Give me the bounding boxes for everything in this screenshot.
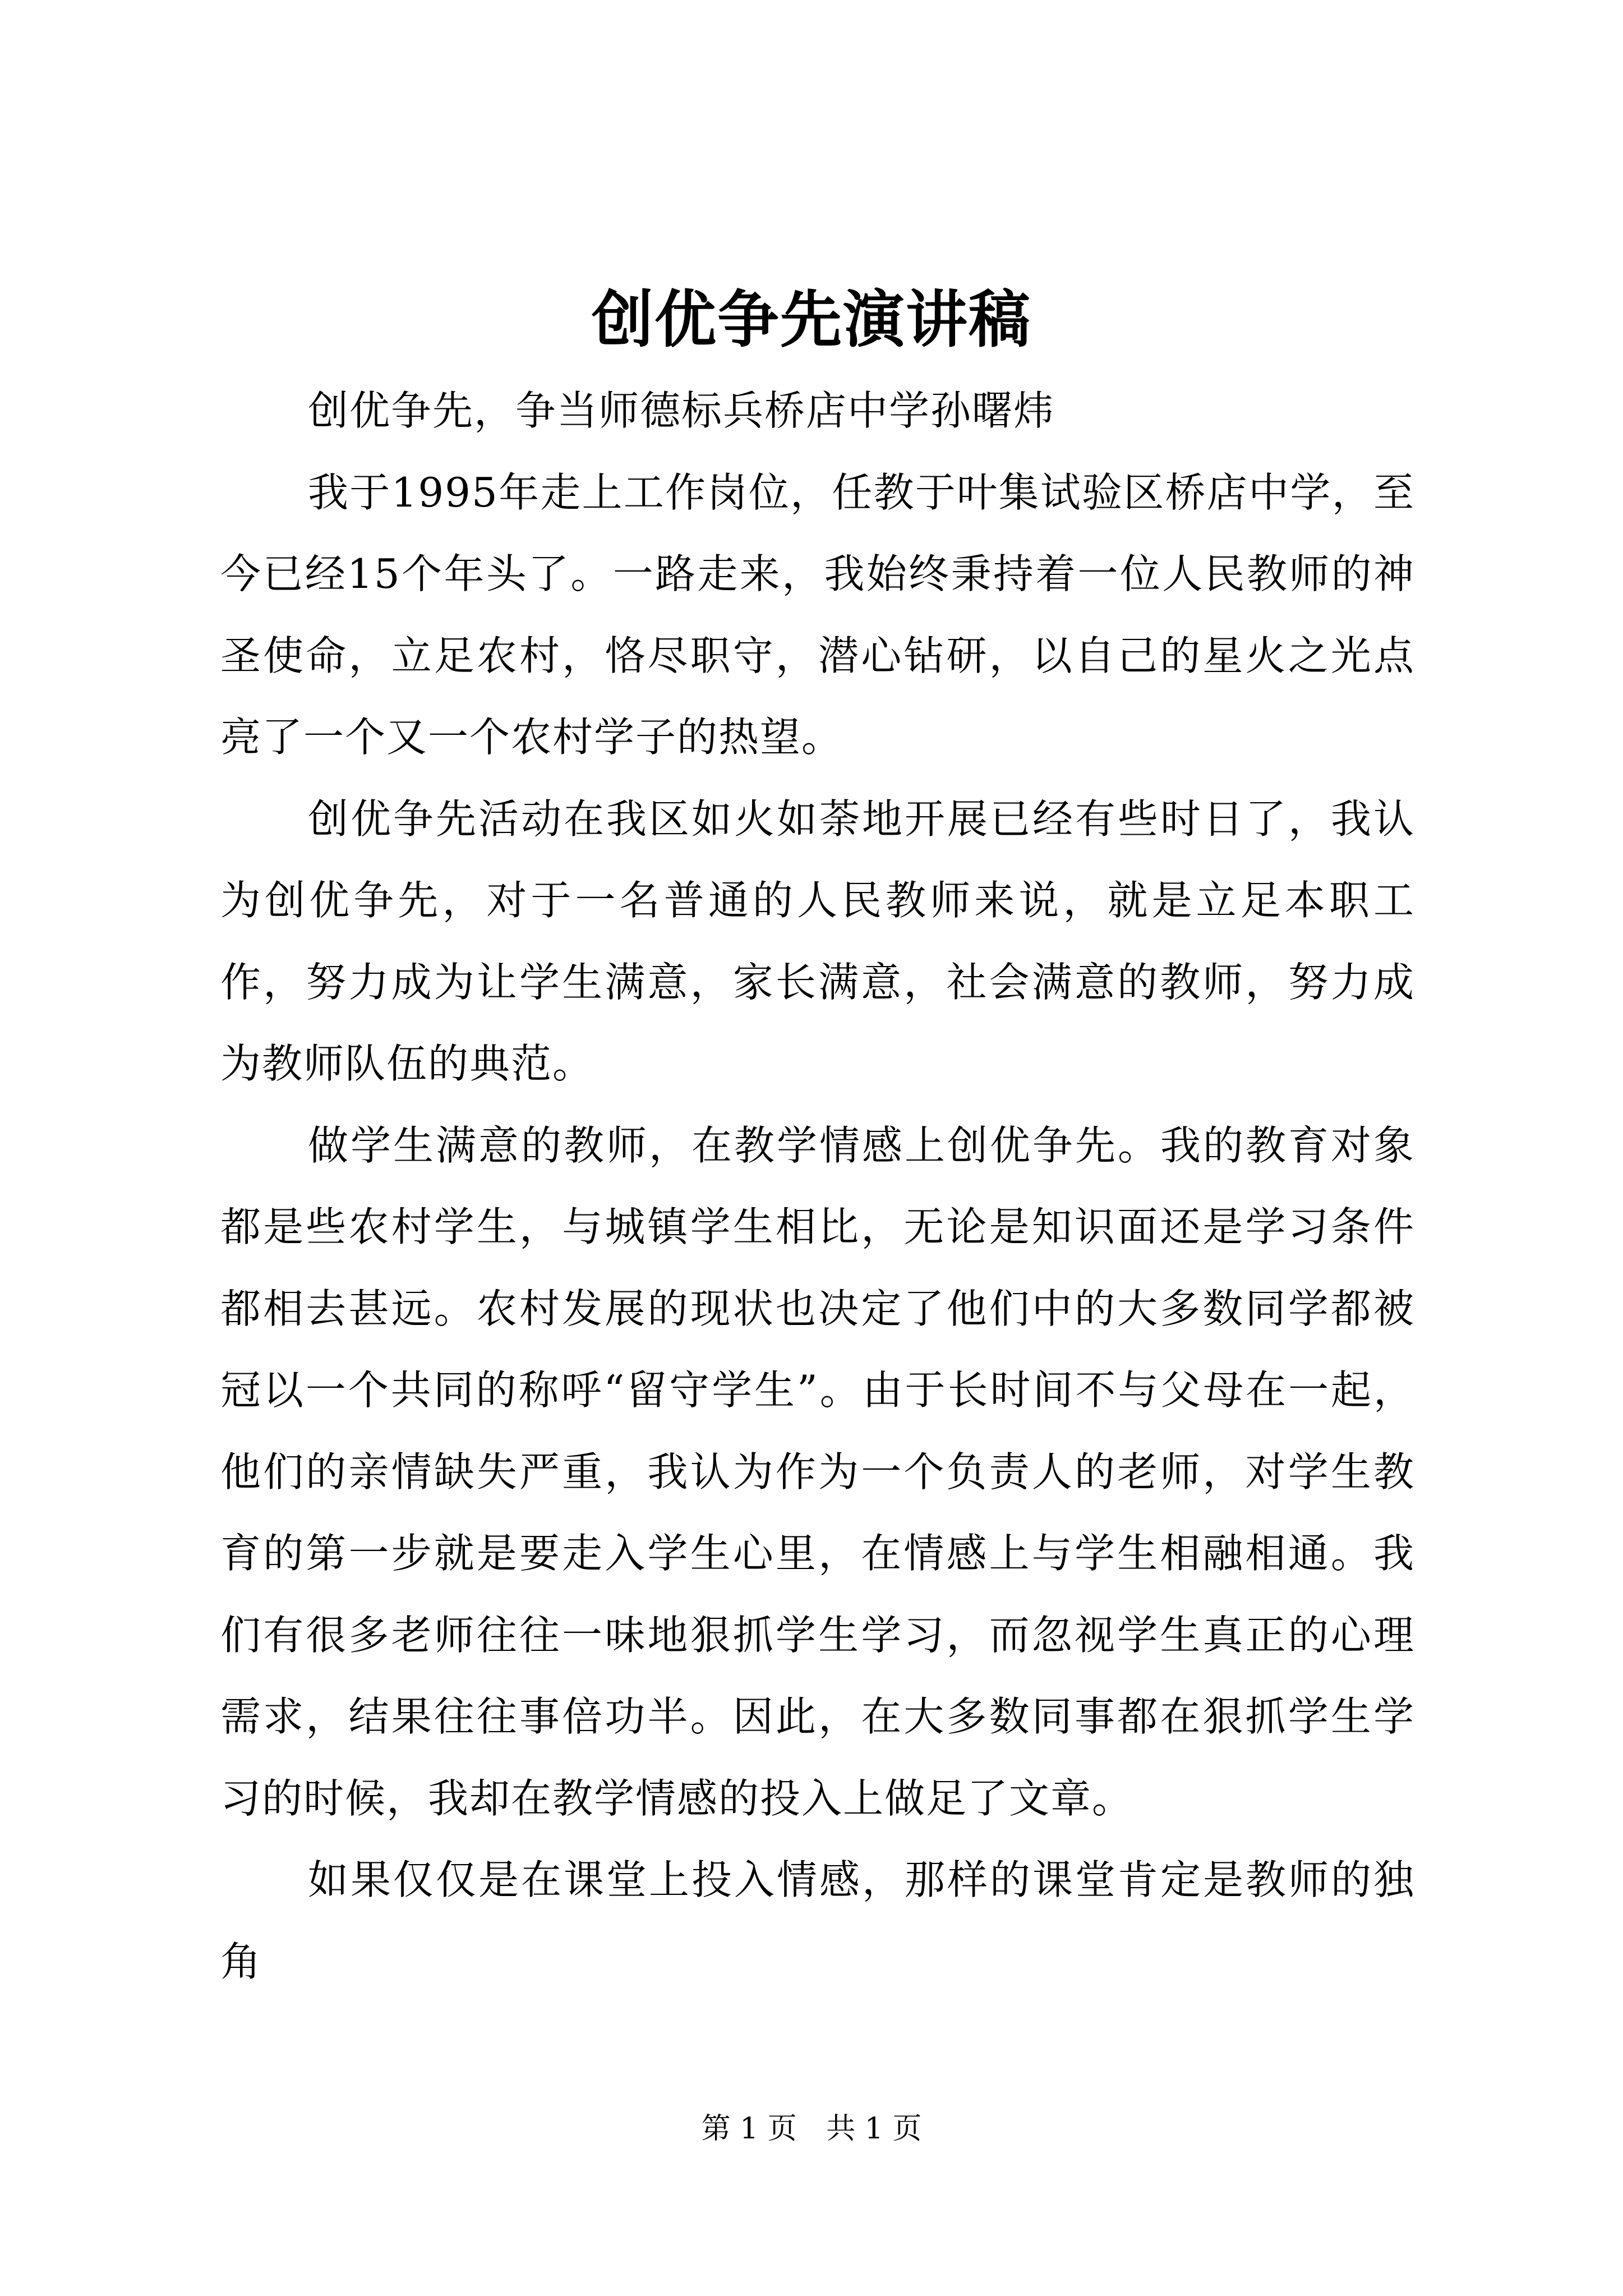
paragraph-student-satisfaction: 做学生满意的教师，在教学情感上创优争先。我的教育对象都是些农村学生，与城镇学生相比，无论是知识面还是学习条件都相去甚远。农村发展的现状也决定了他们中的大多数同学都被冠以一个共同的称呼“留守学生”。由于长时间不与父母在一起，他们的亲情缺失严重，我认为作为一个负责人的老师，对学生教育的第一步就是要走入学生心里，在情感上与学生相融相通。我们有很多老师往往一味地狠抓学生学习，而忽视学生真正的心理需求，结果往往事倍功半。因此，在大多数同事都在狠抓学生学习的时候，我却在教学情感的投入上做足了文章。 [220, 1121, 1415, 1822]
paragraph-campaign-understanding: 创优争先活动在我区如火如荼地开展已经有些时日了，我认为创优争先，对于一名普通的人民教师来说，就是立足本职工作，努力成为让学生满意，家长满意，社会满意的教师，努力成为教师队伍的典范。 [220, 795, 1415, 1087]
page-footer [0, 2109, 1623, 2148]
paragraph-career-intro: 我于1995年走上工作岗位，任教于叶集试验区桥店中学，至今已经15个年头了。一路走来，我始终秉持着一位人民教师的神圣使命，立足农村，恪尽职守，潜心钻研，以自己的星火之光点亮了一个又一个农村学子的热望。 [220, 468, 1415, 761]
paragraph-author-line: 创优争先，争当师德标兵桥店中学孙曙炜 [308, 387, 1055, 434]
page-total: 共 1 页 [826, 2112, 922, 2146]
document-body [220, 370, 1415, 2003]
document-title: 创优争先演讲稿 [592, 283, 1031, 356]
page-number: 第 1 页 [701, 2112, 797, 2146]
paragraph-classroom-emotion: 如果仅仅是在课堂上投入情感，那样的课堂肯定是教师的独角 [220, 1856, 1415, 1985]
